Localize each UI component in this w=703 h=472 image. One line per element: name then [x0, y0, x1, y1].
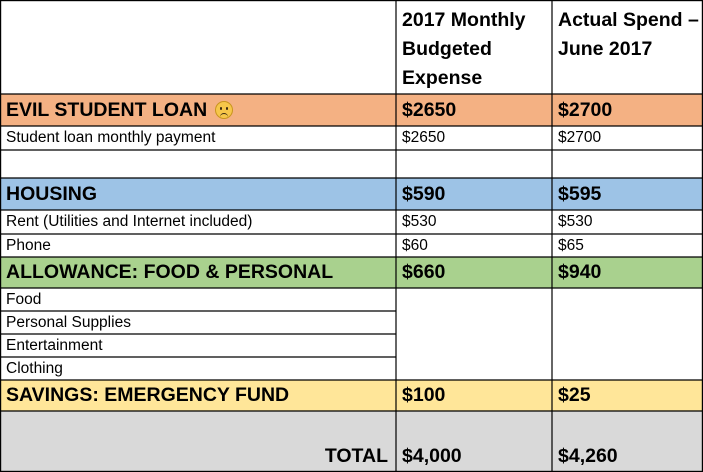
item-label: Personal Supplies — [6, 313, 131, 331]
header-row — [0, 0, 703, 94]
section-label-loan — [0, 94, 396, 126]
item-label: Rent (Utilities and Internet included) — [6, 213, 253, 230]
item-row-personal-supplies — [0, 311, 703, 334]
section-row-savings — [0, 380, 703, 411]
section-row-loan — [0, 94, 703, 126]
section-budget-housing: $590 — [402, 182, 446, 205]
total-actual: $4,260 — [558, 445, 618, 467]
item-label: Phone — [6, 236, 51, 254]
total-label: TOTAL — [324, 445, 388, 467]
spacer-row — [0, 150, 703, 178]
item-row-rent — [0, 210, 703, 234]
section-label-housing: HOUSING — [6, 182, 98, 205]
item-row-phone — [0, 234, 703, 257]
item-budget: $60 — [402, 236, 428, 254]
item-row-clothing — [0, 357, 703, 380]
section-budget-allowance: $660 — [402, 261, 446, 283]
item-label: Student loan monthly payment — [6, 129, 216, 146]
item-row-entertainment — [0, 334, 703, 357]
header-actual: Actual Spend – June 2017 — [558, 9, 699, 60]
section-actual-savings: $25 — [558, 384, 591, 406]
section-label-allowance: ALLOWANCE: FOOD & PERSONAL — [6, 261, 334, 283]
item-actual: $65 — [558, 236, 584, 254]
item-label: Entertainment — [6, 336, 103, 354]
section-actual-allowance: $940 — [558, 261, 602, 283]
total-budget: $4,000 — [402, 445, 462, 467]
section-row-housing — [0, 178, 703, 210]
item-actual: $2700 — [558, 129, 602, 146]
item-budget: $2650 — [402, 129, 446, 146]
item-label: Clothing — [6, 359, 63, 377]
section-budget-savings: $100 — [402, 384, 446, 406]
item-actual: $530 — [558, 213, 593, 230]
item-row-loan-payment — [0, 126, 703, 150]
section-budget-loan: $2650 — [402, 98, 457, 121]
header-budget: 2017 Monthly Budgeted Expense — [402, 9, 526, 89]
header-blank-cell — [0, 0, 396, 94]
total-row — [0, 411, 703, 472]
item-row-food — [0, 288, 703, 311]
item-label: Food — [6, 290, 42, 308]
section-row-allowance — [0, 257, 703, 288]
section-actual-housing: $595 — [558, 182, 602, 205]
section-actual-loan: $2700 — [558, 98, 613, 121]
item-budget: $530 — [402, 213, 437, 230]
frowning-face-icon — [215, 101, 233, 119]
section-label-loan-text: EVIL STUDENT LOAN — [6, 98, 208, 121]
section-label-savings: SAVINGS: EMERGENCY FUND — [6, 384, 290, 406]
